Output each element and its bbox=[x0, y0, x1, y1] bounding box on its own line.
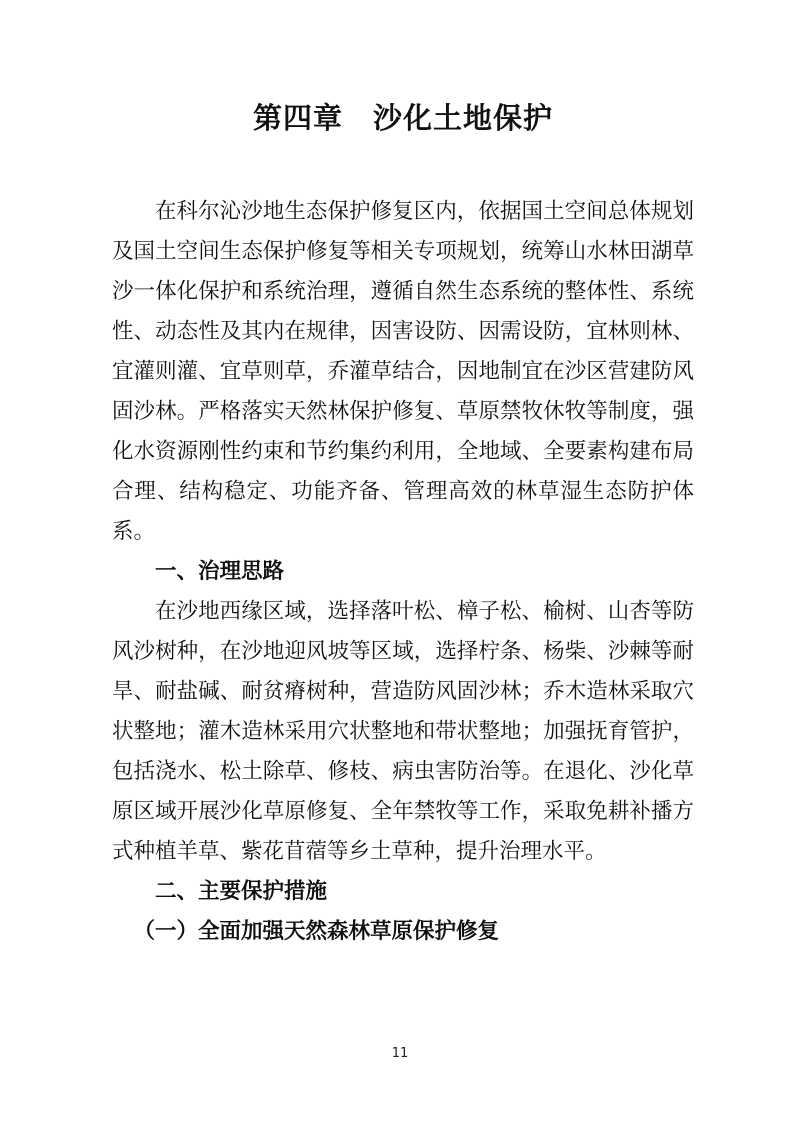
page-content bbox=[112, 0, 694, 952]
sub-heading-natural-forest-grassland: （一）全面加强天然森林草原保护修复 bbox=[133, 918, 500, 944]
paragraph-governance-approach: 在沙地西缘区域，选择落叶松、樟子松、榆树、山杏等防风沙树种，在沙地迎风坡等区域，选择柠条、杨柴、沙棘等耐旱、耐盐碱、耐贫瘠树种，营造防风固沙林；乔木造林采取穴状整地；灌木造林采用穴状整地和带状整地；加强抚育管护，包括浇水、松土除草、修枝、病虫害防治等。在退化、沙化草原区域开展沙化草原修复、全年禁牧等工作，采取免耕补播方式种植羊草、紫花苜蓿等乡土草种，提升治理水平。 bbox=[112, 598, 694, 864]
section-heading-governance-approach: 一、治理思路 bbox=[155, 558, 285, 584]
paragraph-intro: 在科尔沁沙地生态保护修复区内，依据国土空间总体规划及国土空间生态保护修复等相关专项规划，统筹山水林田湖草沙一体化保护和系统治理，遵循自然生态系统的整体性、系统性、动态性及其内在规律，因害设防、因需设防，宜林则林、宜灌则灌、宜草则草，乔灌草结合，因地制宜在沙区营建防风固沙林。严格落实天然林保护修复、草原禁牧休牧等制度，强化水资源刚性约束和节约集约利用，全地域、全要素构建布局合理、结构稳定、功能齐备、管理高效的林草湿生态防护体系。 bbox=[112, 198, 694, 544]
page-number: 11 bbox=[391, 1046, 409, 1061]
chapter-title: 第四章 沙化土地保护 bbox=[252, 101, 553, 135]
section-heading-main-measures: 二、主要保护措施 bbox=[155, 878, 328, 904]
